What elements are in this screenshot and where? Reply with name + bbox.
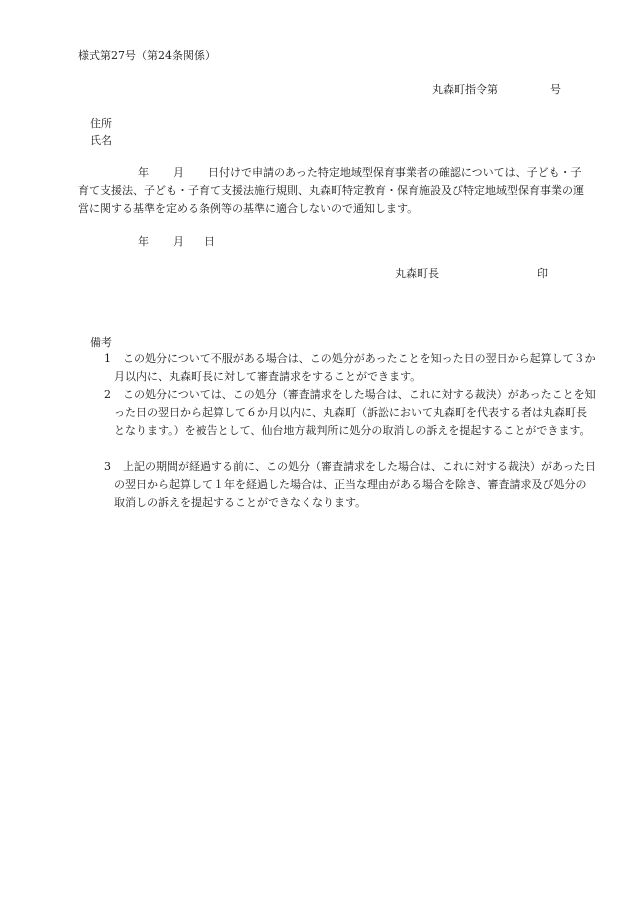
body-text: 日付けで申請のあった特定地域型保育事業者の確認については、子ども・子育て支援法、子ども・子育て支援法施行規則、丸森町特定教育・保育施設及び特定地域型保育事業の運営に関する基準を定める条例等の基準に適合しないので通知します。 xyxy=(78,166,584,215)
document-number-prefix: 丸森町指令第 xyxy=(432,83,498,96)
note-number: 2 xyxy=(104,388,111,401)
date-year: 年 xyxy=(138,235,149,248)
issuer-title: 丸森町長 xyxy=(395,267,439,280)
notes-heading: 備考 xyxy=(90,336,112,349)
notice-body xyxy=(78,164,590,218)
note-item xyxy=(104,350,596,386)
body-year: 年 xyxy=(138,166,149,179)
form-label: 様式第27号（第24条関係） xyxy=(78,49,216,62)
note-number: 3 xyxy=(104,460,111,473)
document-number xyxy=(432,82,561,97)
seal-mark: 印 xyxy=(537,267,548,280)
note-item xyxy=(104,458,596,512)
body-month: 月 xyxy=(173,166,184,179)
note-item xyxy=(104,386,596,440)
name-label: 氏名 xyxy=(90,134,112,147)
note-number: 1 xyxy=(104,352,111,365)
note-text: この処分について不服がある場合は、この処分があったことを知った日の翌日から起算して３か月以内に、丸森町長に対して審査請求をすることができます。 xyxy=(114,352,596,383)
note-text: この処分については、この処分（審査請求をした場合は、これに対する裁決）があったことを知った日の翌日から起算して６か月以内に、丸森町（訴訟において丸森町を代表する者は丸森町長となります。）を被告として、仙台地方裁判所に処分の取消しの訴えを提起することができます。 xyxy=(114,388,596,437)
note-text: 上記の期間が経過する前に、この処分（審査請求をした場合は、これに対する裁決）があった日の翌日から起算して１年を経過した場合は、正当な理由がある場合を除き、審査請求及び処分の取消しの訴えを提起することができなくなります。 xyxy=(114,460,596,509)
document-number-suffix: 号 xyxy=(550,83,561,96)
address-label: 住所 xyxy=(90,117,112,130)
date-day: 日 xyxy=(204,235,215,248)
notice-date xyxy=(138,234,215,249)
date-month: 月 xyxy=(173,235,184,248)
